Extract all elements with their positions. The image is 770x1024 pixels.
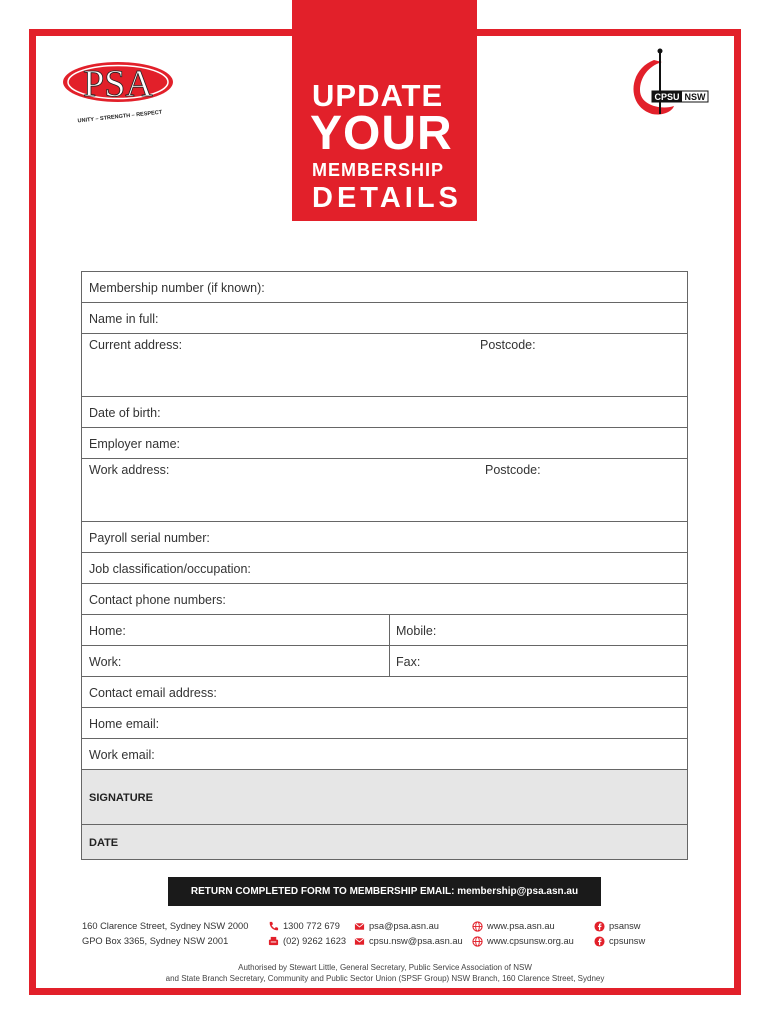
column-divider — [389, 646, 390, 676]
postal-address: GPO Box 3365, Sydney NSW 2001 — [82, 936, 229, 946]
authorisation-line-1: Authorised by Stewart Little, General Secretary, Public Service Association of NSW — [238, 963, 532, 972]
title-line-3: MEMBERSHIP — [312, 160, 445, 180]
date-label: DATE — [89, 837, 119, 849]
footer-phone — [268, 919, 346, 949]
title-line-4: DETAILS — [312, 182, 462, 214]
work-fax-row[interactable] — [82, 646, 687, 677]
street-address: 160 Clarence Street, Sydney NSW 2000 — [82, 921, 249, 931]
psa-logo — [62, 60, 180, 126]
employer-label: Employer name: — [89, 437, 181, 451]
job-label: Job classification/occupation: — [89, 562, 251, 576]
home-phone-label: Home: — [89, 624, 126, 638]
dob-row[interactable] — [82, 397, 687, 428]
contact-phone-label: Contact phone numbers: — [89, 593, 226, 607]
psa-website[interactable]: www.psa.asn.au — [487, 921, 555, 931]
email-icon — [354, 936, 365, 947]
membership-form — [81, 271, 688, 860]
cpsu-logo — [626, 48, 710, 120]
footer-email — [354, 919, 463, 949]
home-email-row[interactable] — [82, 708, 687, 739]
employer-row[interactable] — [82, 428, 687, 459]
work-postcode-label: Postcode: — [485, 463, 541, 477]
psa-tagline: UNITY – STRENGTH – RESPECT — [77, 109, 163, 125]
cpsu-email[interactable]: cpsu.nsw@psa.asn.au — [369, 936, 463, 946]
cpsu-nsw-text: NSW — [684, 92, 706, 102]
title-line-2: YOUR — [310, 107, 453, 160]
signature-row[interactable] — [82, 770, 687, 825]
work-email-label: Work email: — [89, 748, 155, 762]
fax-number[interactable]: (02) 9262 1623 — [283, 936, 347, 946]
fax-label: Fax: — [396, 655, 421, 669]
work-address-label: Work address: — [89, 463, 170, 477]
psa-logo-text: PSA — [83, 63, 153, 105]
globe-icon — [472, 936, 483, 947]
membership-number-label: Membership number (if known): — [89, 281, 265, 295]
footer-web — [472, 919, 574, 949]
globe-icon — [472, 921, 483, 932]
payroll-row[interactable] — [82, 522, 687, 553]
psa-facebook[interactable]: psansw — [609, 921, 641, 931]
payroll-label: Payroll serial number: — [89, 531, 210, 545]
home-mobile-row[interactable] — [82, 615, 687, 646]
column-divider — [389, 615, 390, 645]
email-icon — [354, 921, 365, 932]
cpsu-website[interactable]: www.cpsunsw.org.au — [487, 936, 574, 946]
name-row[interactable] — [82, 303, 687, 334]
home-email-label: Home email: — [89, 717, 160, 731]
current-postcode-label: Postcode: — [480, 338, 536, 352]
work-address-row[interactable] — [82, 459, 687, 522]
dob-label: Date of birth: — [89, 406, 161, 420]
job-row[interactable] — [82, 553, 687, 584]
current-address-row[interactable] — [82, 334, 687, 397]
footer-address — [82, 919, 248, 949]
mobile-phone-label: Mobile: — [396, 624, 437, 638]
contact-email-row — [82, 677, 687, 708]
facebook-icon — [594, 921, 605, 932]
title-line-1: UPDATE — [312, 78, 444, 113]
phone-icon — [268, 921, 279, 932]
cpsu-facebook[interactable]: cpsunsw — [609, 936, 646, 946]
contact-email-label: Contact email address: — [89, 686, 217, 700]
return-instructions: RETURN COMPLETED FORM TO MEMBERSHIP EMAIL: membership@psa.asn.au — [168, 877, 601, 906]
date-row[interactable] — [82, 825, 687, 859]
cpsu-logo-text: CPSU — [654, 92, 680, 102]
psa-email[interactable]: psa@psa.asn.au — [369, 921, 439, 931]
work-email-row[interactable] — [82, 739, 687, 770]
footer-social — [594, 919, 645, 949]
phone-number[interactable]: 1300 772 679 — [283, 921, 340, 931]
authorisation-line-2: and State Branch Secretary, Community and Public Sector Union (SPSF Group) NSW Branch, 160 Clarence Street, Sydney — [165, 974, 605, 983]
fax-icon — [268, 936, 279, 947]
work-phone-label: Work: — [89, 655, 122, 669]
facebook-icon — [594, 936, 605, 947]
authorisation-statement — [100, 962, 670, 984]
membership-number-row[interactable] — [82, 272, 687, 303]
title-banner — [292, 0, 477, 221]
name-label: Name in full: — [89, 312, 159, 326]
current-address-label: Current address: — [89, 338, 183, 352]
signature-label: SIGNATURE — [89, 792, 153, 804]
contact-phone-row — [82, 584, 687, 615]
